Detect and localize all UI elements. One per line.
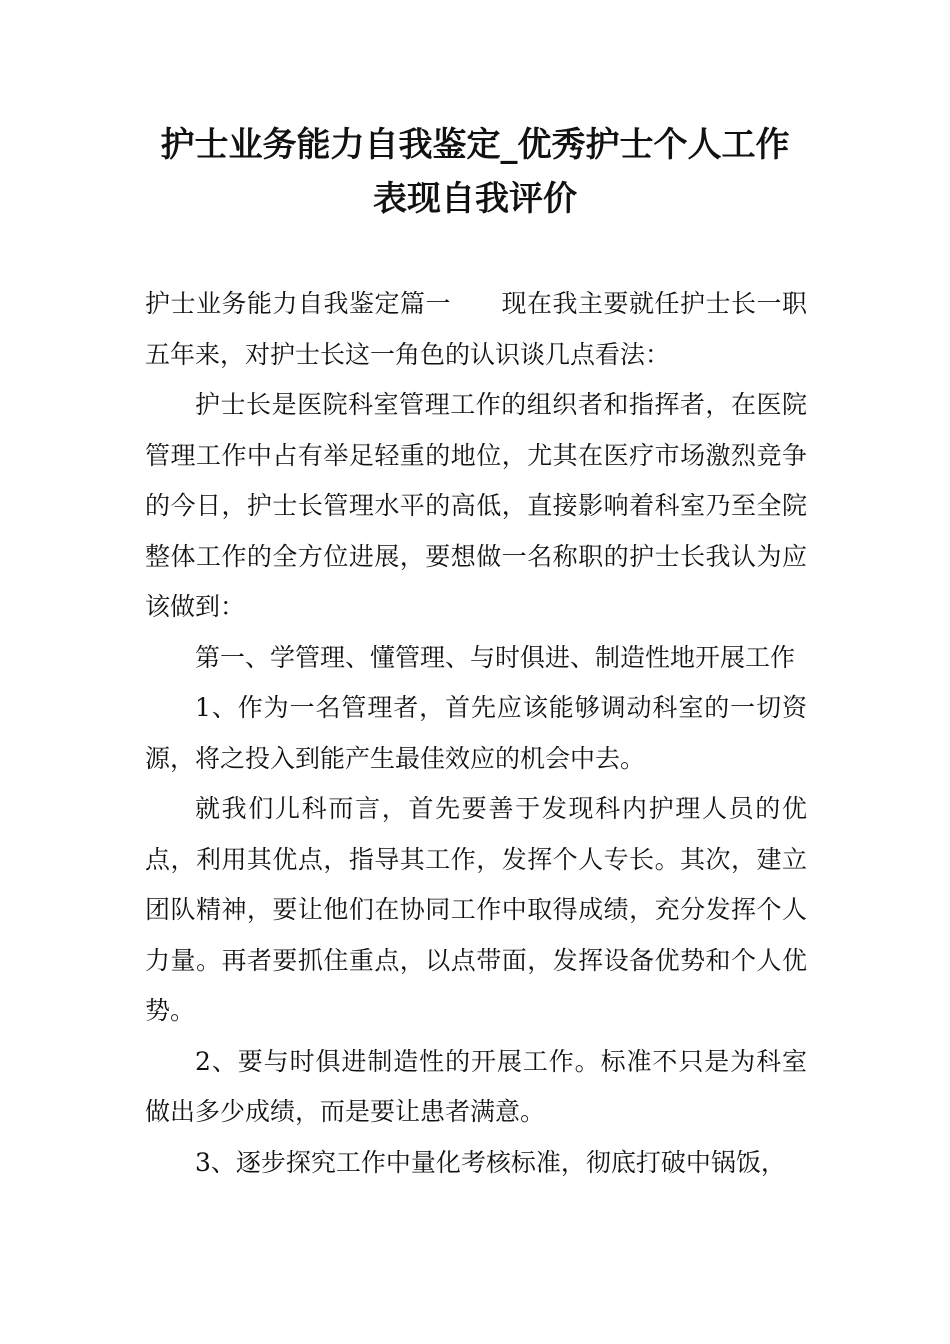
title-line-1: 护士业务能力自我鉴定_优秀护士个人工作 [160,125,790,165]
paragraph: 3、逐步探究工作中量化考核标准，彻底打破中锅饭， [195,1147,786,1177]
paragraph: 护士长是医院科室管理工作的组织者和指挥者，在医院管理工作中占有举足轻重的地位，尤其在医疗市场激烈竞争的今日，护士长管理水平的高低，直接影响着科室乃至全院整体工作的全方位进展，要想做一名称职的护士长我认为应该做到： [145,390,807,621]
intro-paragraph [145,279,807,380]
document-body [145,279,807,1188]
title-line-2: 表现自我评价 [373,179,577,219]
document-title [100,118,850,226]
intro-heading: 护士业务能力自我鉴定篇一 [145,289,451,318]
intro-text: 现在我主要就任护士长一职五年来，对护士长这一角色的认识谈几点看法： [145,289,807,369]
paragraph: 1、作为一名管理者，首先应该能够调动科室的一切资源，将之投入到能产生最佳效应的机会中去。 [145,693,807,773]
paragraph: 2、要与时俱进制造性的开展工作。标准不只是为科室做出多少成绩，而是要让患者满意。 [145,1046,807,1126]
paragraph: 就我们儿科而言，首先要善于发现科内护理人员的优点，利用其优点，指导其工作，发挥个人专长。其次，建立团队精神，要让他们在协同工作中取得成绩，充分发挥个人力量。再者要抓住重点，以点带面，发挥设备优势和个人优势。 [145,794,807,1025]
section-heading: 第一、学管理、懂管理、与时俱进、制造性地开展工作 [195,642,796,672]
